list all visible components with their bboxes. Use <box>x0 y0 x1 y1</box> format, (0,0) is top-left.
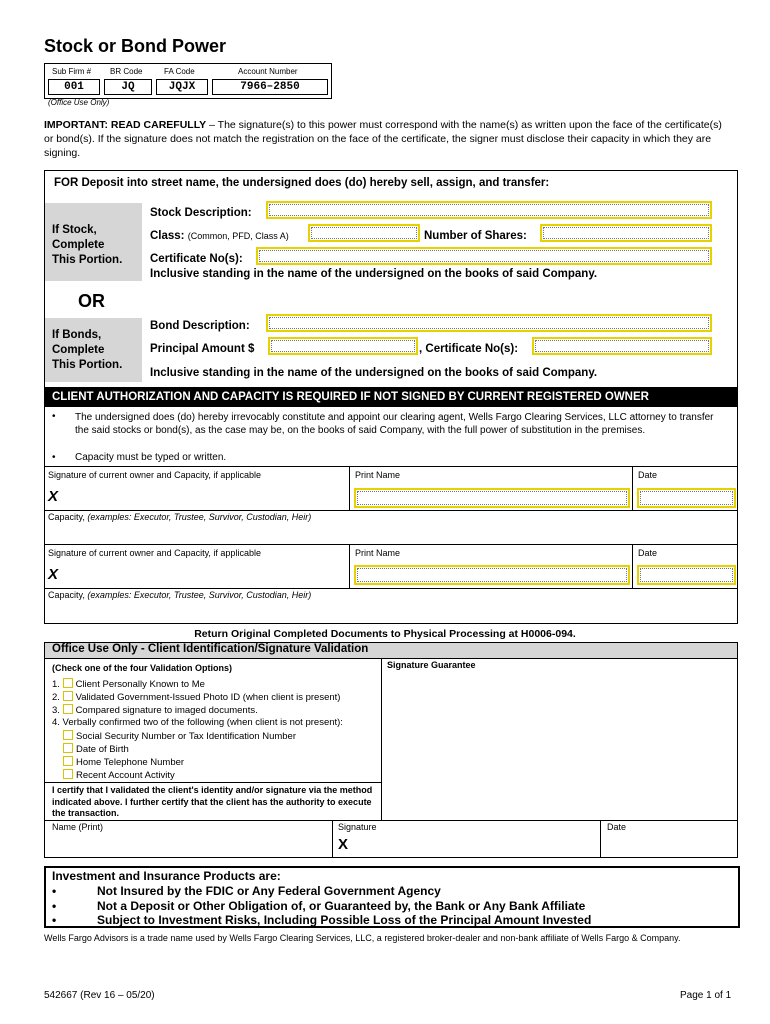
authorization-bullet-1: The undersigned does (do) hereby irrevocably constitute and appoint our clearing agent, Wells Fargo Clearing Services, LLC attorney to transfer the said stocks or bond(s), as the case may be, on the books of said Company, with the full power of substitution in the premises. <box>75 412 714 436</box>
page-title: Stock or Bond Power <box>44 36 227 56</box>
sub-option-4 <box>63 769 175 781</box>
capacity-examples: (examples: Executor, Trustee, Survivor, Custodian, Heir) <box>87 512 312 522</box>
divider <box>632 544 633 588</box>
signature-x-1: X <box>48 488 59 505</box>
option-3-label: Compared signature to imaged documents. <box>75 705 258 716</box>
validation-option-1: 1. Client Personally Known to Me <box>52 679 205 690</box>
bullet-2-marker: • <box>52 452 56 463</box>
sub-option-1 <box>63 730 296 742</box>
validation-option-4: 4. Verbally confirmed two of the following (when client is not present): <box>52 717 343 728</box>
sub-firm-value: 001 <box>48 79 100 95</box>
office-use-box <box>44 642 738 858</box>
form-number: 542667 (Rev 16 – 05/20) <box>44 990 155 1001</box>
sub-option-3 <box>63 756 184 768</box>
date-input-1[interactable] <box>637 488 736 508</box>
sub-option-1-label: Social Security Number or Tax Identification Number <box>76 731 297 742</box>
divider <box>44 658 738 659</box>
authorization-banner: CLIENT AUTHORIZATION AND CAPACITY IS REQUIRED IF NOT SIGNED BY CURRENT REGISTERED OWNER <box>44 387 738 407</box>
disclosure-item-1: Not Insured by the FDIC or Any Federal Government Agency <box>97 884 441 898</box>
or-label: OR <box>78 291 105 311</box>
bond-cert-label: , Certificate No(s): <box>419 343 519 355</box>
trade-name-note: Wells Fargo Advisors is a trade name used by Wells Fargo Clearing Services, LLC, a registered broker-dealer and non-bank affiliate of Wells Fargo & Company. <box>44 933 681 943</box>
br-code-header: BR Code <box>110 67 143 76</box>
sub-firm-header: Sub Firm # <box>52 67 92 76</box>
check-heading: (Check one of the four Validation Options) <box>52 663 233 673</box>
sub-option-1-checkbox[interactable] <box>63 730 73 740</box>
disclosure-bullet-3: • <box>52 913 57 927</box>
divider <box>44 510 738 511</box>
shares-label: Number of Shares: <box>424 230 527 242</box>
divider <box>600 820 601 858</box>
important-note <box>44 118 734 160</box>
office-signature-label: Signature <box>338 822 377 832</box>
option-3-checkbox[interactable] <box>63 704 73 714</box>
class-row <box>150 230 289 242</box>
account-number-header: Account Number <box>238 67 298 76</box>
bullet-1-marker: • <box>52 411 56 422</box>
signature-label-2: Signature of current owner and Capacity, if applicable <box>48 548 261 558</box>
signature-label-1: Signature of current owner and Capacity, if applicable <box>48 470 261 480</box>
sub-option-2-label: Date of Birth <box>76 744 129 755</box>
validation-option-3: 3. Compared signature to imaged documents. <box>52 705 258 716</box>
divider <box>44 782 382 783</box>
bond-side-label: If Bonds, Complete This Portion. <box>52 329 123 371</box>
fa-code-header: FA Code <box>164 67 195 76</box>
divider <box>44 588 738 589</box>
br-code-value: JQ <box>104 79 152 95</box>
stock-cert-label: Certificate No(s): <box>150 253 243 265</box>
stock-description-input[interactable] <box>266 201 712 219</box>
bond-standing: Inclusive standing in the name of the undersigned on the books of said Company. <box>150 367 598 379</box>
important-text: – The signature(s) to this power must correspond with the name(s) as written upon the face of the certificate(s) or bond(s). If the signature does not match the registration on the face of the certificate, the signer must disclose their capacity in which they are signing. <box>44 119 722 159</box>
sub-option-4-label: Recent Account Activity <box>76 770 175 781</box>
divider <box>44 820 738 821</box>
divider <box>349 544 350 588</box>
important-lead: IMPORTANT: READ CAREFULLY <box>44 119 207 131</box>
deposit-heading: FOR Deposit into street name, the undersigned does (do) hereby sell, assign, and transfer: <box>54 177 550 189</box>
date-label-1: Date <box>638 470 658 480</box>
bond-cert-input[interactable] <box>532 337 712 355</box>
divider <box>349 466 350 510</box>
print-name-label-1: Print Name <box>355 470 401 480</box>
certify-statement: I certify that I validated the client's identity and/or signature via the method indicated above. I further certify that the client has the authority to execute the transaction. <box>52 785 373 818</box>
account-number-value: 7966–2850 <box>212 79 328 95</box>
sub-option-2 <box>63 743 129 755</box>
disclosure-heading: Investment and Insurance Products are: <box>52 869 281 883</box>
principal-input[interactable] <box>268 337 418 355</box>
divider <box>332 820 333 858</box>
bond-description-input[interactable] <box>266 314 712 332</box>
stock-side-label: If Stock, Complete This Portion. <box>52 224 123 266</box>
print-name-label-2: Print Name <box>355 548 401 558</box>
fa-code-value: JQJX <box>156 79 208 95</box>
stock-standing: Inclusive standing in the name of the undersigned on the books of said Company. <box>150 268 598 280</box>
sub-option-3-checkbox[interactable] <box>63 756 73 766</box>
capacity-lead: Capacity, <box>48 512 88 522</box>
signature-x-2: X <box>48 566 59 583</box>
office-signature-x: X <box>338 836 349 853</box>
authorization-bullet-2: Capacity must be typed or written. <box>75 452 227 463</box>
office-date-label: Date <box>607 822 627 832</box>
divider <box>44 544 738 545</box>
principal-label: Principal Amount $ <box>150 343 255 355</box>
sub-option-3-label: Home Telephone Number <box>76 757 185 768</box>
option-1-label: Client Personally Known to Me <box>75 679 205 690</box>
disclosure-bullet-1: • <box>52 884 57 898</box>
class-input[interactable] <box>308 224 420 242</box>
option-1-checkbox[interactable] <box>63 678 73 688</box>
print-name-input-1[interactable] <box>354 488 630 508</box>
disclosure-item-3: Subject to Investment Risks, Including Possible Loss of the Principal Amount Invested <box>97 913 592 927</box>
sub-option-4-checkbox[interactable] <box>63 769 73 779</box>
divider <box>381 658 382 820</box>
validation-option-2: 2. Validated Government-Issued Photo ID (when client is present) <box>52 692 341 703</box>
office-use-note: (Office Use Only) <box>48 98 110 107</box>
stock-cert-input[interactable] <box>256 247 712 265</box>
disclosure-bullet-2: • <box>52 899 57 913</box>
print-name-input-2[interactable] <box>354 565 630 585</box>
sub-option-2-checkbox[interactable] <box>63 743 73 753</box>
class-label: Class: <box>150 230 185 242</box>
office-name-label: Name (Print) <box>52 822 104 832</box>
divider <box>632 466 633 510</box>
return-instructions: Return Original Completed Documents to Physical Processing at H0006-094. <box>194 628 576 640</box>
stock-description-label: Stock Description: <box>150 207 252 219</box>
option-2-label: Validated Government-Issued Photo ID (when client is present) <box>75 692 341 703</box>
class-hint: (Common, PFD, Class A) <box>187 231 289 241</box>
date-label-2: Date <box>638 548 658 558</box>
shares-input[interactable] <box>540 224 712 242</box>
page-number: Page 1 of 1 <box>680 990 732 1001</box>
capacity-lead: Capacity, <box>48 590 88 600</box>
date-input-2[interactable] <box>637 565 736 585</box>
office-use-heading: Office Use Only - Client Identification/Signature Validation <box>52 643 369 655</box>
signature-guarantee-label: Signature Guarantee <box>387 660 476 670</box>
divider <box>44 466 738 467</box>
disclosure-item-2: Not a Deposit or Other Obligation of, or Guaranteed by, the Bank or Any Bank Affiliate <box>97 899 586 913</box>
bond-description-label: Bond Description: <box>150 320 250 332</box>
capacity-examples: (examples: Executor, Trustee, Survivor, Custodian, Heir) <box>87 590 312 600</box>
capacity-label-2 <box>48 590 311 600</box>
capacity-label-1 <box>48 512 311 522</box>
option-2-checkbox[interactable] <box>63 691 73 701</box>
